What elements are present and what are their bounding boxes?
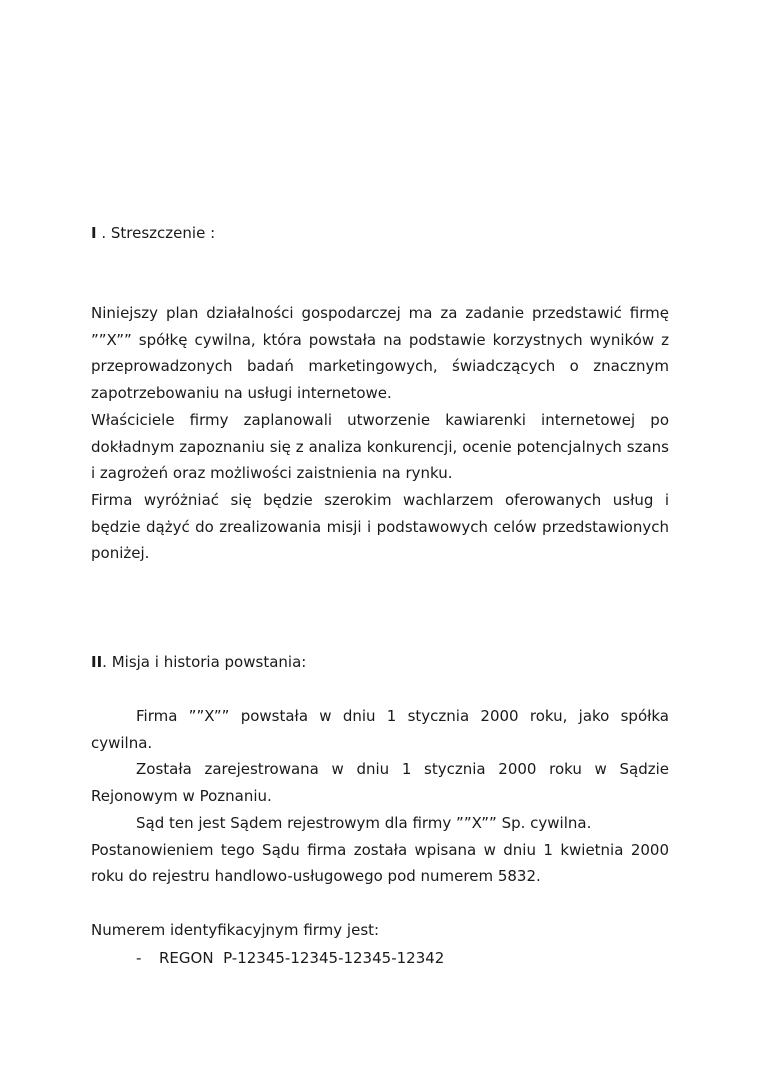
- section-2-title: . Misja i historia powstania:: [102, 653, 307, 671]
- section-1-heading: [91, 220, 669, 247]
- section-2-continuation: Postanowieniem tego Sądu firma została wpisana w dniu 1 kwietnia 2000 roku do rejestru handlowo-usługowego pod numerem 5832.: [91, 840, 669, 886]
- section-2-body: [91, 703, 669, 890]
- section-2-paragraph-3: Sąd ten jest Sądem rejestrowym dla firmy ””X”” Sp. cywilna.: [136, 813, 592, 832]
- section-1-number: I: [91, 224, 97, 242]
- id-list-item: [136, 945, 444, 972]
- list-bullet: -: [136, 949, 142, 967]
- section-2-number: II: [91, 653, 103, 671]
- section-1-paragraph-3: Firma wyróżniać się będzie szerokim wachlarzem oferowanych usług i będzie dążyć do zrealizowania misji i podstawowych celów przedstawionych poniżej.: [91, 490, 669, 563]
- section-1-paragraph-1: Niniejszy plan działalności gospodarczej ma za zadanie przedstawić firmę ””X”” spółkę cywilna, która powstała na podstawie korzystnych wyników z przeprowadzonych badań marketingowych, świadczących o znacznym zapotrzebowaniu na usługi internetowe.: [91, 304, 669, 403]
- id-label: Numerem identyfikacyjnym firmy jest:: [91, 921, 380, 939]
- section-2-heading: [91, 649, 669, 676]
- regon-number: REGON P-12345-12345-12345-12342: [159, 949, 445, 967]
- section-1-body: [91, 300, 669, 567]
- section-2-paragraph-1: Firma ””X”” powstała w dniu 1 stycznia 2000 roku, jako spółka cywilna.: [91, 707, 669, 752]
- section-1-title: . Streszczenie :: [96, 224, 216, 242]
- section-2-paragraph-2: Została zarejestrowana w dniu 1 stycznia 2000 roku w Sądzie Rejonowym w Poznaniu.: [91, 760, 669, 806]
- section-1-paragraph-2: Właściciele firmy zaplanowali utworzenie kawiarenki internetowej po dokładnym zapoznaniu się z analiza konkurencji, ocenie potencjalnych szans i zagrożeń oraz możliwości zaistnienia na rynku.: [91, 410, 669, 483]
